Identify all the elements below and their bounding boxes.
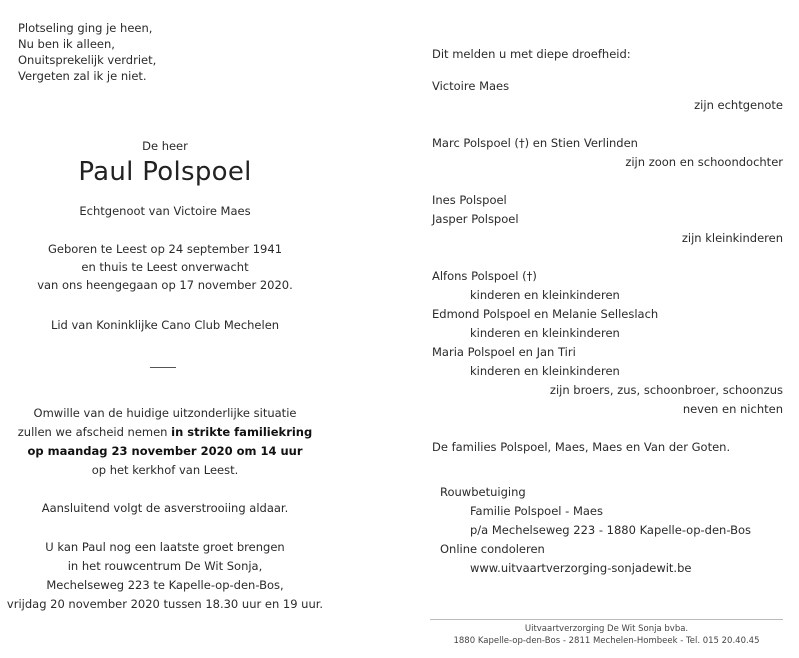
birth-death bbox=[0, 240, 330, 294]
families-line: De families Polspoel, Maes, Maes en Van der Goten. bbox=[432, 440, 731, 454]
visit-line: vrijdag 20 november 2020 tussen 18.30 uur en 19 uur. bbox=[6, 597, 324, 611]
sibling-2: Edmond Polspoel en Melanie Selleslach bbox=[432, 307, 659, 321]
ash-scattering: Aansluitend volgt de asverstrooiing aldaar. bbox=[41, 501, 289, 515]
condolence-name: Familie Polspoel - Maes bbox=[470, 504, 603, 518]
funeral-line-2 bbox=[0, 423, 330, 442]
son-role: zijn zoon en schoondochter bbox=[625, 155, 783, 169]
poem-line: Nu ben ik alleen, bbox=[18, 37, 115, 51]
visit-info bbox=[0, 538, 330, 614]
funeral-date: op maandag 23 november 2020 om 14 uur bbox=[27, 444, 303, 458]
siblings-role-2: neven en nichten bbox=[682, 402, 783, 416]
visit-line: in het rouwcentrum De Wit Sonja, bbox=[67, 559, 263, 573]
spouse-name: Victoire Maes bbox=[432, 79, 510, 93]
sibling-2-sub: kinderen en kleinkinderen bbox=[470, 326, 620, 340]
deceased-name: Paul Polspoel bbox=[78, 157, 252, 187]
poem bbox=[18, 20, 156, 84]
grandchildren-role: zijn kleinkinderen bbox=[681, 231, 783, 245]
son-name: Marc Polspoel (†) en Stien Verlinden bbox=[432, 136, 638, 150]
birth-death-line: Geboren te Leest op 24 september 1941 bbox=[47, 242, 283, 256]
condolence-title: Rouwbetuiging bbox=[440, 485, 526, 499]
funeral-info bbox=[0, 404, 330, 480]
funeral-line-3 bbox=[0, 442, 330, 461]
funeral-line-2-bold: in strikte familiekring bbox=[171, 425, 313, 439]
funeral-line-4: op het kerkhof van Leest. bbox=[91, 463, 239, 477]
sibling-3-sub: kinderen en kleinkinderen bbox=[470, 364, 620, 378]
spouse-line: Echtgenoot van Victoire Maes bbox=[79, 204, 251, 218]
sibling-1: Alfons Polspoel (†) bbox=[432, 269, 537, 283]
birth-death-line: van ons heengegaan op 17 november 2020. bbox=[37, 278, 293, 292]
condolence-address: p/a Mechelseweg 223 - 1880 Kapelle-op-den-Bos bbox=[470, 523, 751, 537]
funeral-line-1: Omwille van de huidige uitzonderlijke situatie bbox=[33, 406, 297, 420]
sibling-3: Maria Polspoel en Jan Tiri bbox=[432, 345, 576, 359]
footer-divider bbox=[430, 619, 783, 620]
sibling-1-sub: kinderen en kleinkinderen bbox=[470, 288, 620, 302]
funeral-line-2-pre: zullen we afscheid nemen bbox=[17, 425, 172, 439]
grandchild-2: Jasper Polspoel bbox=[432, 212, 519, 226]
visit-line: Mechelseweg 223 te Kapelle-op-den-Bos, bbox=[46, 578, 284, 592]
spouse-role: zijn echtgenote bbox=[694, 98, 783, 112]
poem-line: Vergeten zal ik je niet. bbox=[18, 69, 147, 83]
grandchild-1: Ines Polspoel bbox=[432, 193, 507, 207]
poem-line: Onuitsprekelijk verdriet, bbox=[18, 53, 157, 67]
poem-line: Plotseling ging je heen, bbox=[18, 21, 153, 35]
honorific: De heer bbox=[142, 139, 188, 153]
membership: Lid van Koninklijke Cano Club Mechelen bbox=[50, 318, 280, 332]
condolence-url[interactable]: www.uitvaartverzorging-sonjadewit.be bbox=[470, 561, 692, 575]
footer-line-2: 1880 Kapelle-op-den-Bos - 2811 Mechelen-Hombeek - Tel. 015 20.40.45 bbox=[453, 636, 760, 646]
divider bbox=[150, 367, 176, 368]
birth-death-line: en thuis te Leest onverwacht bbox=[81, 260, 249, 274]
visit-line: U kan Paul nog een laatste groet brengen bbox=[45, 540, 285, 554]
siblings-role-1: zijn broers, zus, schoonbroer, schoonzus bbox=[549, 383, 783, 397]
family-intro: Dit melden u met diepe droefheid: bbox=[432, 47, 631, 61]
online-condolence-label: Online condoleren bbox=[440, 542, 545, 556]
footer-line-1: Uitvaartverzorging De Wit Sonja bvba. bbox=[524, 624, 689, 634]
